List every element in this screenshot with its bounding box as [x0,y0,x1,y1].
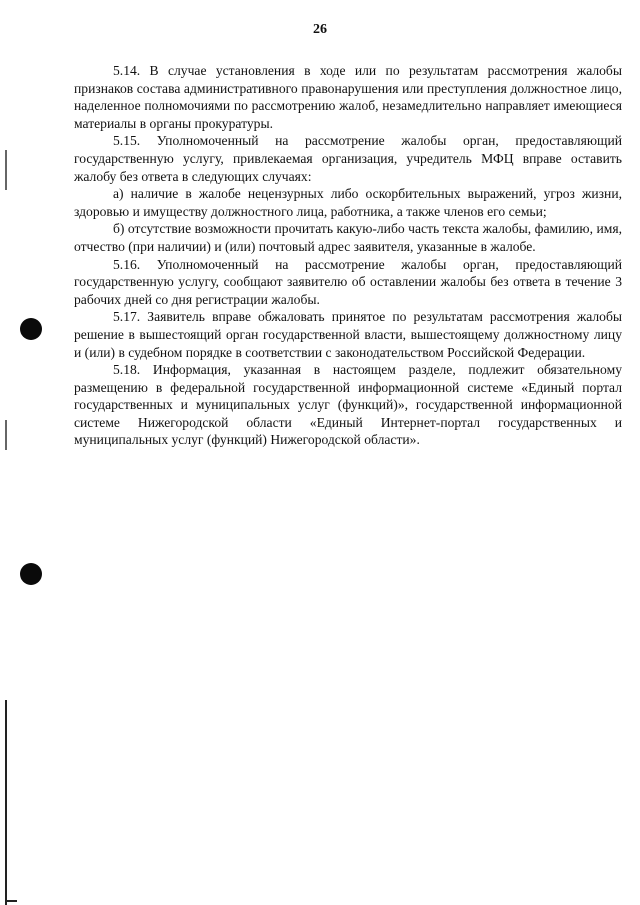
paragraph-5-18: 5.18. Информация, указанная в настоящем разделе, подлежит обязательному размещению в федеральной государственной информационной системе «Единый портал государственных и муниципальных услуг (функций)», государственной информационной системе Нижегородской области «Единый Интернет-портал государственных и муниципальных услуг (функций) Нижегородской области». [74,362,622,448]
scan-edge-mark [5,150,7,190]
scan-edge-line [5,700,7,905]
scan-edge-mark [5,420,7,450]
binder-hole-bottom [20,563,42,585]
paragraph-5-14: 5.14. В случае установления в ходе или по результатам рассмотрения жалобы признаков состава административного правонарушения или преступления должностное лицо, наделенное полномочиями по рассмотрению жалоб, незамедлительно направляет имеющиеся материалы в органы прокуратуры. [74,63,622,131]
page-number: 26 [313,22,327,37]
scan-edge-corner [5,900,17,902]
paragraph-5-16: 5.16. Уполномоченный на рассмотрение жалобы орган, предоставляющий государственную услугу, сообщают заявителю об оставлении жалобы без ответа в течение 3 рабочих дней со дня регистрации жалобы. [74,256,622,307]
paragraph-5-15: 5.15. Уполномоченный на рассмотрение жалобы орган, предоставляющий государственную услугу, привлекаемая организация, учредитель МФЦ вправе оставить жалобу без ответа в следующих случаях: [74,133,622,184]
binder-hole-top [20,318,42,340]
document-body [74,62,622,449]
paragraph-5-15-b: б) отсутствие возможности прочитать какую-либо часть текста жалобы, фамилию, имя, отчество (при наличии) и (или) почтовый адрес заявителя, указанные в жалобе. [74,221,622,254]
paragraph-5-15-a: а) наличие в жалобе нецензурных либо оскорбительных выражений, угроз жизни, здоровью и имуществу должностного лица, работника, а также членов его семьи; [74,186,622,219]
paragraph-5-17: 5.17. Заявитель вправе обжаловать принятое по результатам рассмотрения жалобы решение в вышестоящий орган государственной власти, вышестоящему должностному лицу и (или) в судебном порядке в соответствии с законодательством Российской Федерации. [74,309,622,360]
